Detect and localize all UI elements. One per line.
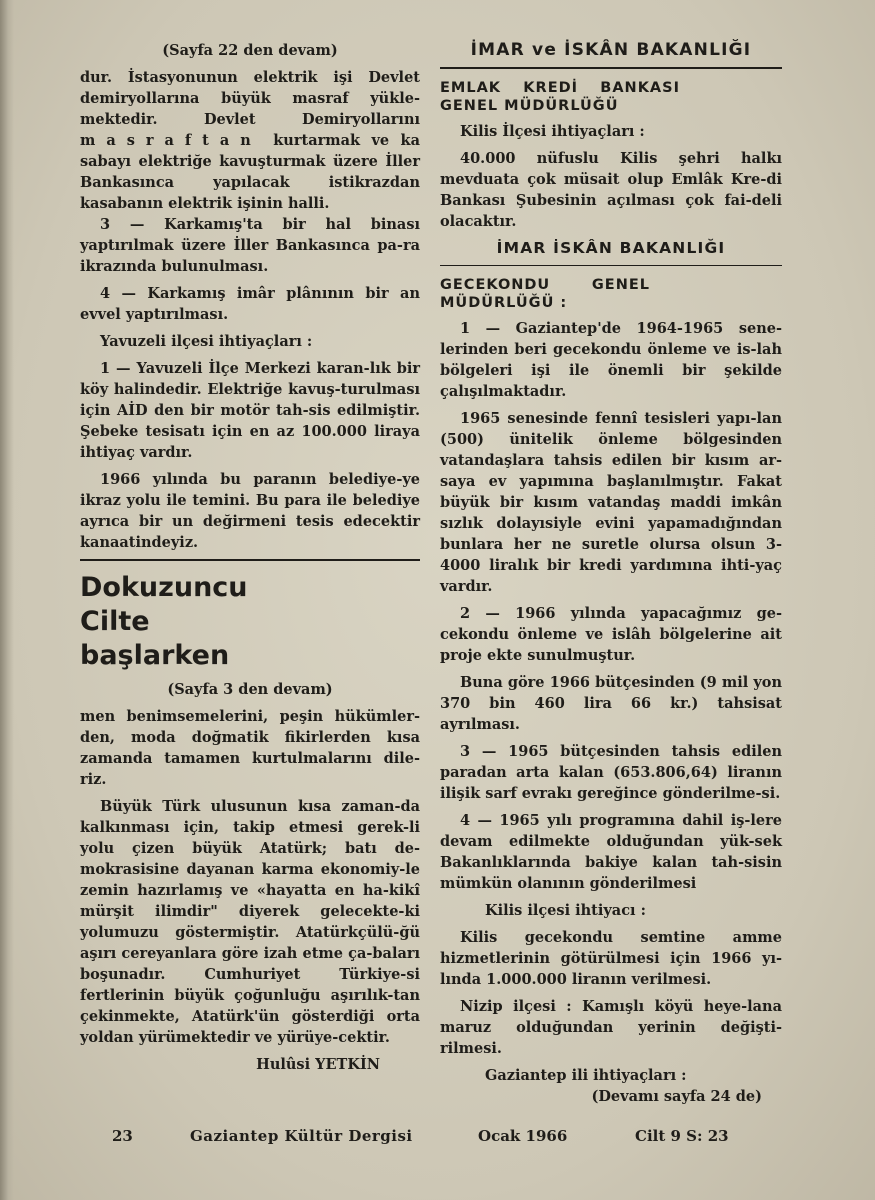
department-heading: GECEKONDU GENEL MÜDÜRLÜĞÜ : — [440, 277, 650, 311]
divider — [440, 67, 782, 69]
left-column — [80, 40, 420, 1081]
subheading: Yavuzeli ilçesi ihtiyaçları : — [100, 333, 313, 350]
paragraph: 3 — 1965 bütçesinden tahsis edilen paradan arta kalan (653.806,64) liranın ilişik sarf evrakı gereğince gönderilme-si. — [440, 743, 782, 802]
page-number: 23 — [112, 1127, 133, 1145]
spaced-word: masraftan — [80, 132, 262, 149]
paragraph: men benimsemelerini, peşin hükümler-den, moda doğmatik fikirlerden kısa zamanda tamamen kurtulmalarını dile-riz. — [80, 708, 420, 788]
paragraph-text: dur. İstasyonunun elektrik işi Devlet demiryollarına büyük masraf yükle-mektedir. Devlet Demiryollarını — [80, 69, 420, 128]
magazine-name: Gaziantep Kültür Dergisi — [190, 1127, 413, 1145]
issue-date: Ocak 1966 — [478, 1127, 568, 1145]
paragraph: 1966 yılında bu paranın belediye-ye ikraz yolu ile temini. Bu para ile belediye ayrıca bir un değirmeni tesis edecektir kanaatindeyiz. — [80, 471, 420, 551]
continuation-header: (Sayfa 3 den devam) — [167, 681, 333, 698]
author-signature: Hulûsi YETKİN — [256, 1056, 380, 1073]
right-column — [440, 40, 782, 1107]
department-heading: EMLAK KREDİ BANKASI GENEL MÜDÜRLÜĞÜ — [440, 80, 680, 114]
paragraph: 1 — Gaziantep'de 1964-1965 sene-lerinden beri gecekondu önleme ve is-lah bölgeleri işi ile önemli bir şekilde çalışılmaktadır. — [440, 320, 782, 400]
divider — [80, 559, 420, 561]
paragraph: 1965 senesinde fennî tesisleri yapı-lan (500) ünitelik önleme bölgesinden vatandaşlara tahsis edilen bir kısım ar-saya ev yapımına başlanılmıştır. Fakat büyük bir kısım vatandaş maddi imkân sızlık dolayısiyle evini yapamadığından bunlara her ne suretle olursa olsun 3-4000 liralık bir kredi yardımına ihti-yaç vardır. — [440, 410, 782, 595]
paragraph — [80, 67, 420, 214]
paragraph: 2 — 1966 yılında yapacağımız ge-cekondu önleme ve islâh bölgelerine ait proje ekte sunulmuştur. — [440, 605, 782, 664]
binding-shadow — [0, 0, 14, 1200]
paragraph: 4 — Karkamış imâr plânının bir an evvel yaptırılması. — [80, 285, 420, 323]
volume-info: Cilt 9 S: 23 — [635, 1127, 729, 1145]
paragraph: Nizip ilçesi : Kamışlı köyü heye-lana maruz olduğundan yerinin değişti-rilmesi. — [440, 998, 782, 1057]
ministry-heading: İMAR ve İSKÂN BAKANLIĞI — [470, 40, 752, 60]
article-title: Dokuzuncu Cilte başlarken — [80, 572, 248, 671]
subheading: Kilis İlçesi ihtiyaçları : — [460, 123, 645, 140]
ministry-heading: İMAR İSKÂN BAKANLIĞI — [496, 239, 726, 257]
divider — [440, 265, 782, 266]
continuation-header: (Sayfa 22 den devam) — [162, 42, 338, 59]
subheading: Kilis ilçesi ihtiyacı : — [485, 902, 646, 919]
paragraph: 1 — Yavuzeli İlçe Merkezi karan-lık bir köy halindedir. Elektriğe kavuş-turulması için AİD den bir motör tah-sis edilmiştir. Şebeke tesisatı için en az 100.000 liraya ihtiyaç vardır. — [80, 360, 420, 461]
continued-note: (Devamı sayfa 24 de) — [591, 1088, 762, 1105]
paragraph: 3 — Karkamış'ta bir hal binası yaptırılmak üzere İller Bankasınca pa-ra ikrazında bulunulması. — [80, 216, 420, 275]
subheading: Gaziantep ili ihtiyaçları : — [485, 1067, 687, 1084]
paragraph-text: kurtarmak ve ka sabayı elektriğe kavuşturmak üzere İller Bankasınca yapılacak istikrazdan kasabanın elektrik işinin halli. — [80, 132, 420, 212]
page-footer — [0, 1127, 875, 1149]
paragraph: Kilis gecekondu semtine amme hizmetlerinin götürülmesi için 1966 yı-lında 1.000.000 liranın verilmesi. — [440, 929, 782, 988]
paragraph: Buna göre 1966 bütçesinden (9 mil yon 370 bin 460 lira 66 kr.) tahsisat ayrılması. — [440, 674, 782, 733]
paragraph: 4 — 1965 yılı programına dahil iş-lere devam edilmekte olduğundan yük-sek Bakanlıklarında bakiye kalan tah-sisin mümkün olanının gönderilmesi — [440, 812, 782, 892]
paragraph: 40.000 nüfuslu Kilis şehri halkı mevduata çok müsait olup Emlâk Kre-di Bankası Şubesinin açılması çok fai-deli olacaktır. — [440, 150, 782, 230]
paragraph: Büyük Türk ulusunun kısa zaman-da kalkınması için, takip etmesi gerek-li yolu çizen büyük Atatürk; batı de-mokrasisine dayanan karma ekonomiy-le zemin hazırlamış ve «hayatta en ha-kikî mürşit ilimdir" diyerek gelecekte-ki yolumuzu göstermiştir. Atatürkçülü-ğü aşırı cereyanlara göre izah etme ça-baları boşunadır. Cumhuriyet Türkiye-si fertlerinin büyük çoğunluğu aşırılık-tan çekinmekte, Atatürk'ün gösterdiği orta yoldan yürümektedir ve yürüye-cektir. — [80, 798, 420, 1046]
